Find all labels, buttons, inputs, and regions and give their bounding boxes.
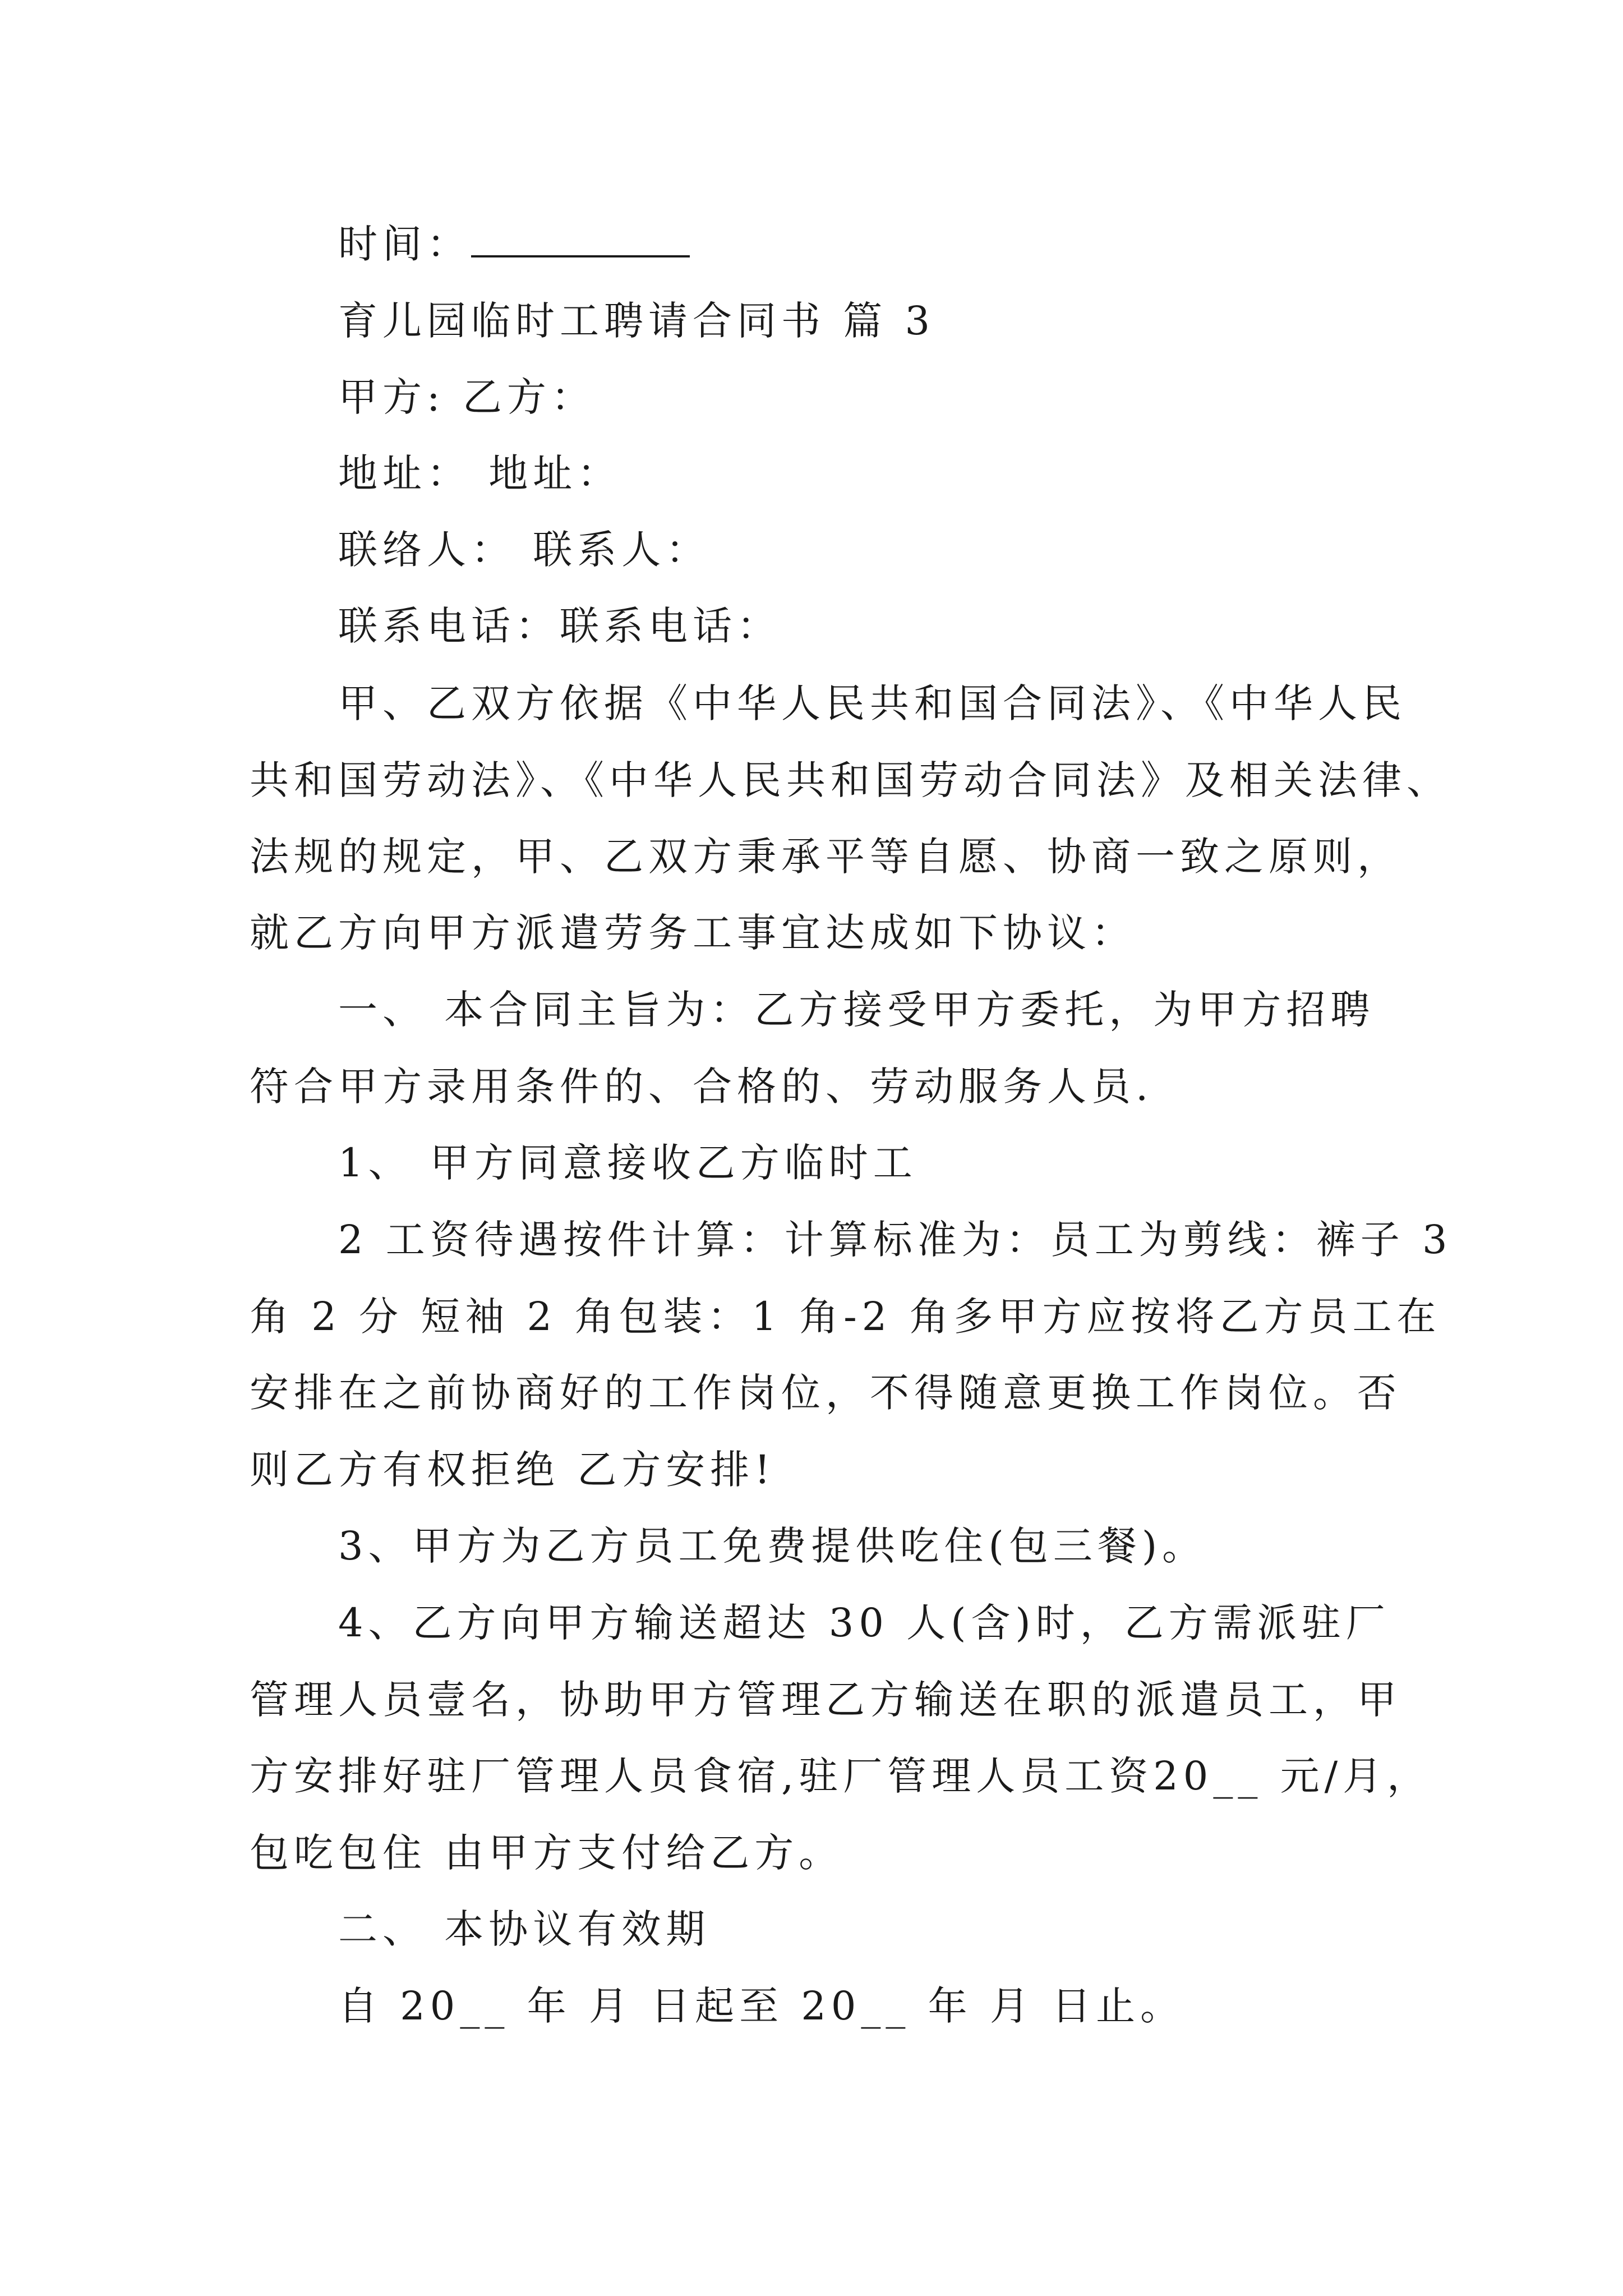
contract-title: 育儿园临时工聘请合同书 篇 3: [338, 298, 935, 344]
paragraph-line: 2 工资待遇按件计算：计算标准为：员工为剪线：裤子 3: [338, 1217, 1453, 1263]
paragraph-line: 管理人员壹名，协助甲方管理乙方输送在职的派遣员工，甲: [250, 1677, 1401, 1723]
paragraph-line: 法规的规定，甲、乙双方秉承平等自愿、协商一致之原则，: [250, 834, 1401, 880]
paragraph-line: 就乙方向甲方派遣劳务工事宜达成如下协议：: [250, 910, 1136, 956]
paragraph-line: 包吃包住 由甲方支付给乙方。: [250, 1830, 843, 1876]
paragraph-line: 符合甲方录用条件的、合格的、劳动服务人员.: [250, 1064, 1154, 1110]
paragraph-line: 1、 甲方同意接收乙方临时工: [338, 1140, 917, 1186]
paragraph-line: 3、甲方为乙方员工免费提供吃住(包三餐)。: [338, 1523, 1207, 1569]
contact-person-line: 联络人： 联系人：: [338, 527, 711, 573]
time-label: 时间：: [338, 221, 471, 267]
phone-line: 联系电话：联系电话：: [338, 603, 781, 649]
party-line: 甲方: 乙方：: [338, 374, 596, 420]
paragraph-line: 角 2 分 短袖 2 角包装：1 角-2 角多甲方应按将乙方员工在: [250, 1294, 1441, 1340]
paragraph-line: 则乙方有权拒绝 乙方安排!: [250, 1447, 776, 1493]
time-line: [338, 219, 690, 269]
paragraph-line: 4、乙方向甲方输送超达 30 人(含)时，乙方需派驻厂: [338, 1600, 1390, 1646]
paragraph-line: 共和国劳动法》、《中华人民共和国劳动合同法》及相关法律、: [250, 757, 1451, 803]
paragraph-line: 安排在之前协商好的工作岗位，不得随意更换工作岗位。否: [250, 1370, 1401, 1416]
time-blank-underline: [471, 222, 690, 257]
paragraph-line: 方安排好驻厂管理人员食宿,驻厂管理人员工资20__ 元/月，: [250, 1753, 1432, 1799]
paragraph-line: 甲、乙双方依据《中华人民共和国合同法》、《中华人民: [338, 680, 1407, 726]
paragraph-line: 自 20__ 年 月 日起至 20__ 年 月 日止。: [338, 1983, 1185, 2029]
paragraph-line: 二、 本协议有效期: [338, 1906, 711, 1952]
paragraph-line: 一、 本合同主旨为：乙方接受甲方委托，为甲方招聘: [338, 987, 1375, 1033]
address-line: 地址： 地址：: [338, 450, 622, 496]
